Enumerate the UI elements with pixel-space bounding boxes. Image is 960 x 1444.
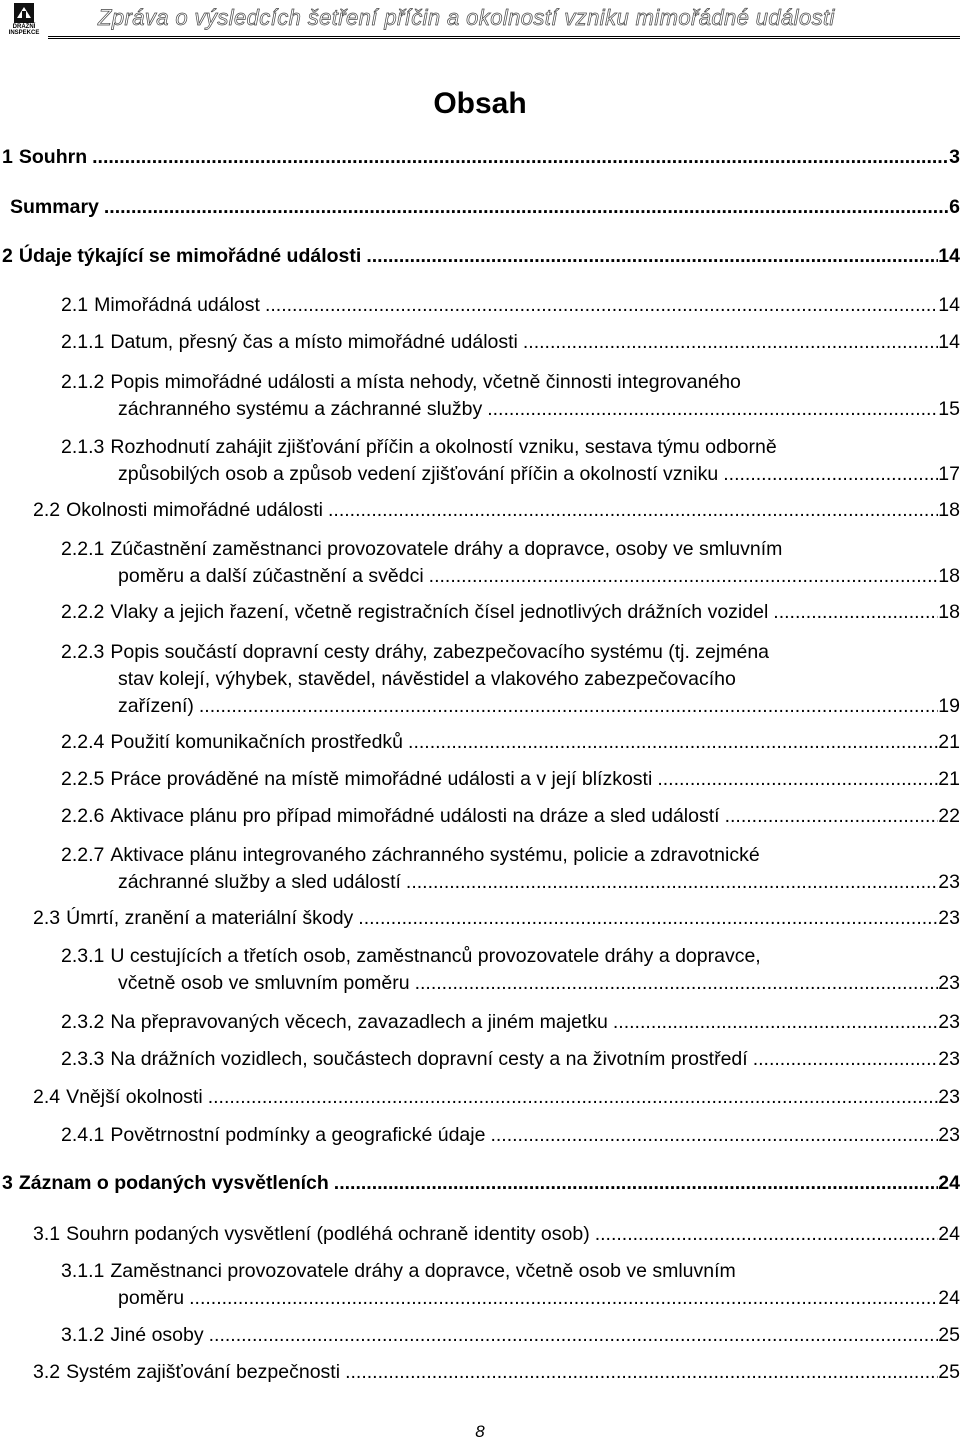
toc-entry-text: Jiné osoby (110, 1324, 204, 1346)
toc-entry-page: 18 (938, 499, 960, 521)
toc-entry-text: Vlaky a jejich řazení, včetně registračních čísel jednotlivých drážních vozidel (110, 601, 769, 623)
toc-entry-text: poměru (118, 1287, 185, 1309)
toc-entry-text-line-1: Popis součástí dopravní cesty dráhy, zabezpečovacího systému (tj. zejména (110, 641, 770, 663)
toc-entry-text: Údaje týkající se mimořádné události (18, 245, 362, 267)
toc-dot-leader (209, 1322, 939, 1349)
toc-entry[interactable] (61, 536, 960, 590)
toc-entry-page: 22 (938, 805, 960, 827)
toc-dot-leader (199, 693, 938, 720)
toc-entry-number: 2.2.6 (61, 805, 105, 827)
toc-entry-page: 24 (938, 1287, 960, 1309)
toc-entry[interactable] (61, 803, 960, 830)
toc-dot-leader (595, 1221, 939, 1248)
toc-entry-text: zařízení) (118, 695, 194, 717)
toc-entry-text: Okolnosti mimořádné události (66, 499, 323, 521)
toc-entry[interactable] (33, 1359, 960, 1386)
toc-dot-leader (490, 1122, 938, 1149)
toc-entry-page: 24 (938, 1223, 960, 1245)
toc-entry[interactable] (61, 292, 960, 319)
logo-line-1: DRÁŽNÍ (12, 24, 36, 30)
toc-entry[interactable] (10, 194, 960, 221)
toc-entry-page: 21 (938, 731, 960, 753)
toc-entry-text-line-1: Popis mimořádné události a místa nehody, včetně činnosti integrovaného (110, 371, 741, 393)
toc-entry-page: 23 (938, 1048, 960, 1070)
toc-dot-leader (366, 243, 938, 270)
toc-entry-text: záchranného systému a záchranné služby (118, 398, 483, 420)
toc-dot-leader (723, 461, 938, 488)
toc-entry-page: 21 (938, 768, 960, 790)
toc-entry[interactable] (61, 369, 960, 423)
toc-dot-leader (753, 1046, 939, 1073)
toc-entry-page: 3 (949, 146, 960, 168)
toc-entry-number: 3.2 (33, 1361, 61, 1383)
toc-entry-text-line-1: Rozhodnutí zahájit zjišťování příčin a okolností vzniku, sestava týmu odborně (110, 436, 777, 458)
toc-entry-number: 2.1.3 (61, 436, 105, 458)
toc-entry-number: 2.2.3 (61, 641, 105, 663)
toc-entry-text: Na přepravovaných věcech, zavazadlech a jiném majetku (110, 1011, 608, 1033)
toc-entry[interactable] (33, 1084, 960, 1111)
toc-entry-number: 2.1.2 (61, 371, 105, 393)
toc-entry[interactable] (61, 1122, 960, 1149)
toc-entry[interactable] (61, 329, 960, 356)
toc-entry-page: 25 (938, 1324, 960, 1346)
toc-entry[interactable] (61, 1046, 960, 1073)
toc-entry[interactable] (2, 243, 960, 270)
toc-entry-page: 18 (938, 601, 960, 623)
header-rule-secondary (48, 38, 960, 39)
toc-entry-text: Summary (10, 196, 99, 218)
toc-entry[interactable] (33, 497, 960, 524)
page-title: Obsah (433, 87, 527, 120)
toc-entry-number: 2.2.2 (61, 601, 105, 623)
toc-entry[interactable] (2, 1170, 960, 1197)
toc-entry[interactable] (61, 766, 960, 793)
toc-entry-number: 3.1 (33, 1223, 61, 1245)
toc-entry-text: Úmrtí, zranění a materiální škody (66, 907, 354, 929)
toc-dot-leader (334, 1170, 939, 1197)
toc-entry[interactable] (33, 905, 960, 932)
toc-entry-text: Souhrn podaných vysvětlení (podléhá ochraně identity osob) (66, 1223, 590, 1245)
toc-entry-page: 23 (938, 972, 960, 994)
toc-entry-number: 2 (2, 245, 13, 267)
toc-dot-leader (613, 1009, 938, 1036)
header-title: Zpráva o výsledcích šetření příčin a okolností vzniku mimořádné události (98, 5, 835, 30)
toc-entry-text: Záznam o podaných vysvětleních (18, 1172, 329, 1194)
toc-dot-leader (345, 1359, 938, 1386)
page-header (0, 0, 960, 42)
toc-entry-number: 2.3 (33, 907, 61, 929)
page-number: 8 (475, 1422, 485, 1441)
toc-dot-leader (208, 1084, 939, 1111)
toc-dot-leader (328, 497, 938, 524)
toc-dot-leader (773, 599, 938, 626)
toc-entry[interactable] (61, 434, 960, 488)
toc-entry-number: 2.3.2 (61, 1011, 105, 1033)
toc-entry-number: 3.1.1 (61, 1260, 105, 1282)
toc-entry[interactable] (61, 639, 960, 720)
toc-dot-leader (358, 905, 938, 932)
toc-entry[interactable] (61, 943, 960, 997)
toc-dot-leader (523, 329, 938, 356)
toc-entry-text: Povětrnostní podmínky a geografické údaje (110, 1124, 486, 1146)
toc-entry-page: 23 (938, 1086, 960, 1108)
toc-entry-text-line-1: U cestujících a třetích osob, zaměstnanců provozovatele dráhy a dopravce, (110, 945, 761, 967)
toc-entry-page: 24 (938, 1172, 960, 1194)
toc-entry-number: 2.2.1 (61, 538, 105, 560)
toc-dot-leader (104, 194, 949, 221)
toc-entry-number: 1 (2, 146, 13, 168)
toc-entry-number: 2.1 (61, 294, 89, 316)
toc-entry-text-line-1: Aktivace plánu integrovaného záchranného systému, policie a zdravotnické (110, 844, 760, 866)
toc-entry-text: poměru a další zúčastnění a svědci (118, 565, 424, 587)
toc-entry-number: 2.4.1 (61, 1124, 105, 1146)
toc-entry-number: 2.2.5 (61, 768, 105, 790)
toc-dot-leader (487, 396, 938, 423)
drazni-inspekce-logo (3, 2, 45, 36)
toc-entry-page: 18 (938, 565, 960, 587)
toc-entry-text: Na drážních vozidlech, součástech dopravní cesty a na životním prostředí (110, 1048, 748, 1070)
toc-entry-page: 23 (938, 1124, 960, 1146)
toc-dot-leader (92, 144, 949, 171)
toc-entry-page: 25 (938, 1361, 960, 1383)
toc-entry[interactable] (61, 842, 960, 896)
toc-entry-page: 15 (938, 398, 960, 420)
toc-dot-leader (189, 1285, 938, 1312)
header-rule (48, 36, 960, 37)
logo-emblem-icon (3, 2, 45, 24)
toc-entry-text: Systém zajišťování bezpečnosti (66, 1361, 341, 1383)
toc-entry-text: záchranné služby a sled událostí (118, 871, 401, 893)
toc-entry-text-line-2: stav kolejí, výhybek, stavědel, návěstidel a vlakového zabezpečovacího (118, 668, 736, 690)
toc-dot-leader (415, 970, 939, 997)
toc-entry[interactable] (61, 1009, 960, 1036)
toc-entry-page: 14 (938, 331, 960, 353)
toc-entry-text: Aktivace plánu pro případ mimořádné události na dráze a sled událostí (110, 805, 720, 827)
logo-line-2: INSPEKCE (8, 30, 40, 36)
toc-entry[interactable] (61, 1258, 960, 1312)
toc-entry-page: 17 (938, 463, 960, 485)
toc-entry-page: 23 (938, 871, 960, 893)
toc-entry-text-line-1: Zúčastnění zaměstnanci provozovatele dráhy a dopravce, osoby ve smluvním (110, 538, 783, 560)
toc-entry-text: Mimořádná událost (94, 294, 260, 316)
toc-entry-text: Použití komunikačních prostředků (110, 731, 404, 753)
toc-entry[interactable] (33, 1221, 960, 1248)
toc-entry-number: 2.4 (33, 1086, 61, 1108)
toc-dot-leader (265, 292, 938, 319)
toc-entry-text: Datum, přesný čas a místo mimořádné události (110, 331, 518, 353)
toc-entry[interactable] (2, 144, 960, 171)
toc-entry-page: 19 (938, 695, 960, 717)
toc-entry-number: 2.3.1 (61, 945, 105, 967)
toc-entry-page: 23 (938, 1011, 960, 1033)
toc-entry-text: Vnější okolnosti (66, 1086, 203, 1108)
toc-entry-page: 6 (949, 196, 960, 218)
toc-entry-text: Souhrn (18, 146, 88, 168)
toc-dot-leader (408, 729, 938, 756)
toc-dot-leader (429, 563, 939, 590)
toc-entry-page: 14 (938, 245, 960, 267)
toc-entry-text: způsobilých osob a způsob vedení zjišťování příčin a okolností vzniku (118, 463, 719, 485)
toc-dot-leader (406, 869, 938, 896)
toc-entry-number: 2.2.4 (61, 731, 105, 753)
toc-entry-page: 14 (938, 294, 960, 316)
toc-entry-text: Práce prováděné na místě mimořádné události a v její blízkosti (110, 768, 653, 790)
toc-entry[interactable] (61, 1322, 960, 1349)
toc-entry-text-line-1: Zaměstnanci provozovatele dráhy a dopravce, včetně osob ve smluvním (110, 1260, 736, 1282)
toc-entry-number: 2.3.3 (61, 1048, 105, 1070)
toc-entry-page: 23 (938, 907, 960, 929)
toc-dot-leader (657, 766, 938, 793)
toc-entry-number: 3.1.2 (61, 1324, 105, 1346)
toc-entry-number: 2.2 (33, 499, 61, 521)
toc-entry[interactable] (61, 729, 960, 756)
toc-entry-number: 3 (2, 1172, 13, 1194)
toc-entry-number: 2.1.1 (61, 331, 105, 353)
toc-entry[interactable] (61, 599, 960, 626)
toc-entry-text: včetně osob ve smluvním poměru (118, 972, 410, 994)
toc-entry-number: 2.2.7 (61, 844, 105, 866)
toc-dot-leader (725, 803, 939, 830)
